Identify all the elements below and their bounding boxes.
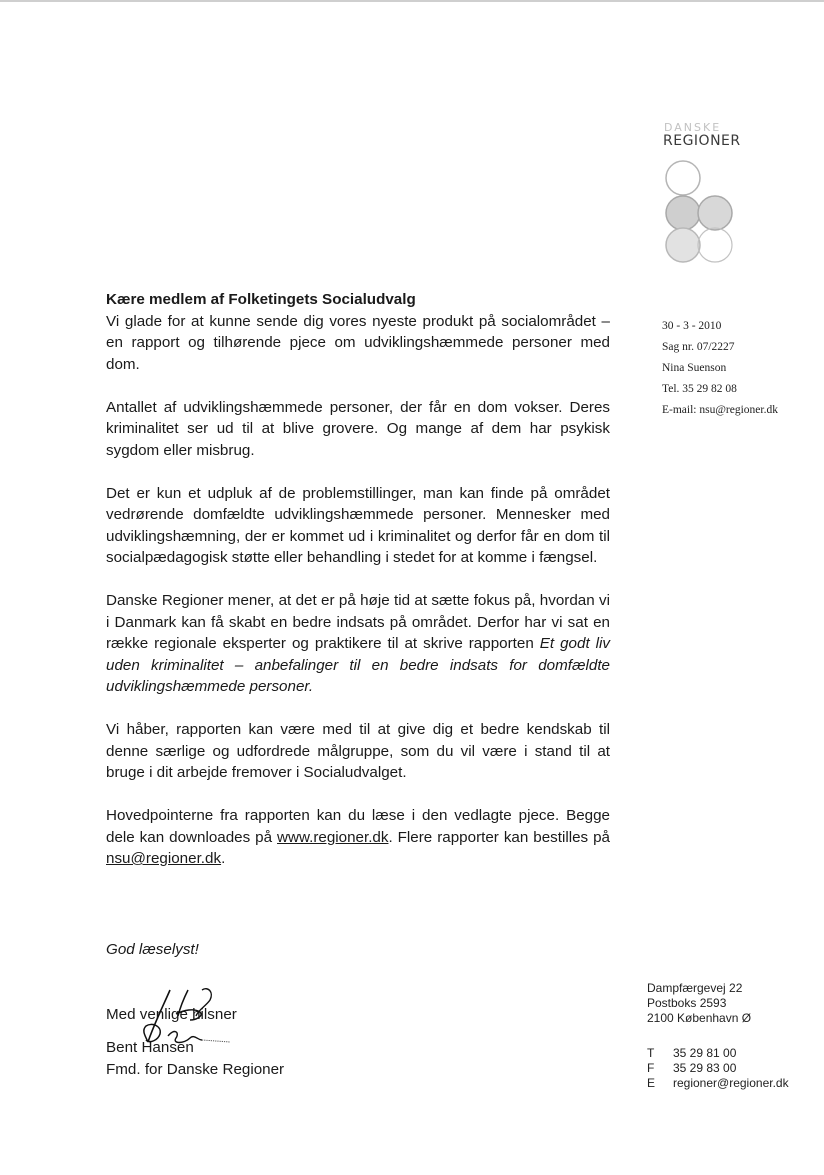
case-number: Sag nr. 07/2227	[662, 341, 735, 353]
contact-name: Nina Suenson	[662, 362, 727, 374]
paragraph-6	[106, 805, 610, 870]
address-street: Dampfærgevej 22	[647, 981, 743, 995]
logo-circles-icon	[662, 157, 742, 267]
address-block	[647, 981, 751, 1026]
greeting: Med venlige hilsner	[106, 1006, 237, 1023]
paragraph-2: Antallet af udviklingshæmmede personer, der får en dom vokser. Deres kriminalitet ser ud til at blive grovere. Og mange af dem har psykisk sygdom eller misbrug.	[106, 398, 610, 459]
paragraph-3: Det er kun et udpluk af de problemstillinger, man kan finde på området vedrørende domfældte udviklingshæmmede personer. Mennesker med udviklingshæmning, der er kommet ud i kriminalitet og derfor får en dom til socialpædagogisk støtte eller behandling i stedet for at komme i fængsel.	[106, 484, 610, 566]
top-rule	[0, 0, 824, 2]
paragraph-6-text-a: Hovedpointerne fra rapporten kan du læse i den vedlagte pjece. Begge dele kan downloades på	[106, 807, 610, 846]
signer-title: Fmd. for Danske Regioner	[106, 1061, 285, 1078]
paragraph-6-text-b: . Flere rapporter kan bestilles på	[388, 828, 610, 846]
paragraph-4-text: Danske Regioner mener, at det er på høje tid at sætte fokus på, hvordan vi i Danmark kan få skabt en bedre indsats på området. Derfor har vi sat en række regionale eksperter og praktikere til at skrive rapporten	[106, 592, 610, 652]
paragraph-4	[106, 590, 610, 698]
website-link[interactable]: www.regioner.dk	[277, 828, 389, 846]
contact-label: T	[647, 1046, 655, 1060]
contact-label: E	[647, 1076, 656, 1090]
reference-block	[662, 316, 778, 421]
signer-name: Bent Hansen	[106, 1039, 194, 1056]
report-title: Et godt liv uden kriminalitet – anbefalinger til en bedre indsats for domfældte udviklingshæmmede personer.	[106, 635, 610, 695]
letter-date: 30 - 3 - 2010	[662, 320, 722, 332]
handwritten-signature	[140, 984, 232, 1056]
danske-regioner-logo	[662, 121, 772, 271]
paragraph-1: Vi glade for at kunne sende dig vores nyeste produkt på socialområdet – en rapport og tilhørende pjece om udviklingshæmmede personer med dom.	[106, 312, 610, 373]
contact-value[interactable]: regioner@regioner.dk	[673, 1076, 789, 1090]
paragraph-6-text-c: .	[221, 850, 226, 867]
contact-value: 35 29 81 00	[673, 1046, 737, 1060]
contact-value: 35 29 83 00	[673, 1061, 737, 1075]
contact-phone: Tel. 35 29 82 08	[662, 383, 737, 395]
logo-text-regioner: REGIONER	[663, 133, 741, 149]
contact-row-email	[647, 1076, 789, 1091]
logo-text-danske: DANSKE	[664, 121, 722, 134]
email-link[interactable]: nsu@regioner.dk	[106, 850, 222, 867]
paragraph-5: Vi håber, rapporten kan være med til at give dig et bedre kendskab til denne særlige og udfordrede målgruppe, som du vil være i stand til at bruge i dit arbejde fremover i Socialudvalget.	[106, 721, 610, 781]
contact-row-phone	[647, 1046, 789, 1061]
address-city: 2100 København Ø	[647, 1011, 752, 1025]
contact-block	[647, 1046, 789, 1091]
contact-label: F	[647, 1061, 655, 1075]
salutation: Kære medlem af Folketingets Socialudvalg	[106, 291, 416, 308]
contact-row-fax	[647, 1061, 789, 1076]
closing-wish: God læselyst!	[106, 941, 199, 958]
address-box: Postboks 2593	[647, 996, 727, 1010]
contact-email: E-mail: nsu@regioner.dk	[662, 404, 778, 416]
letter-body	[106, 289, 610, 891]
